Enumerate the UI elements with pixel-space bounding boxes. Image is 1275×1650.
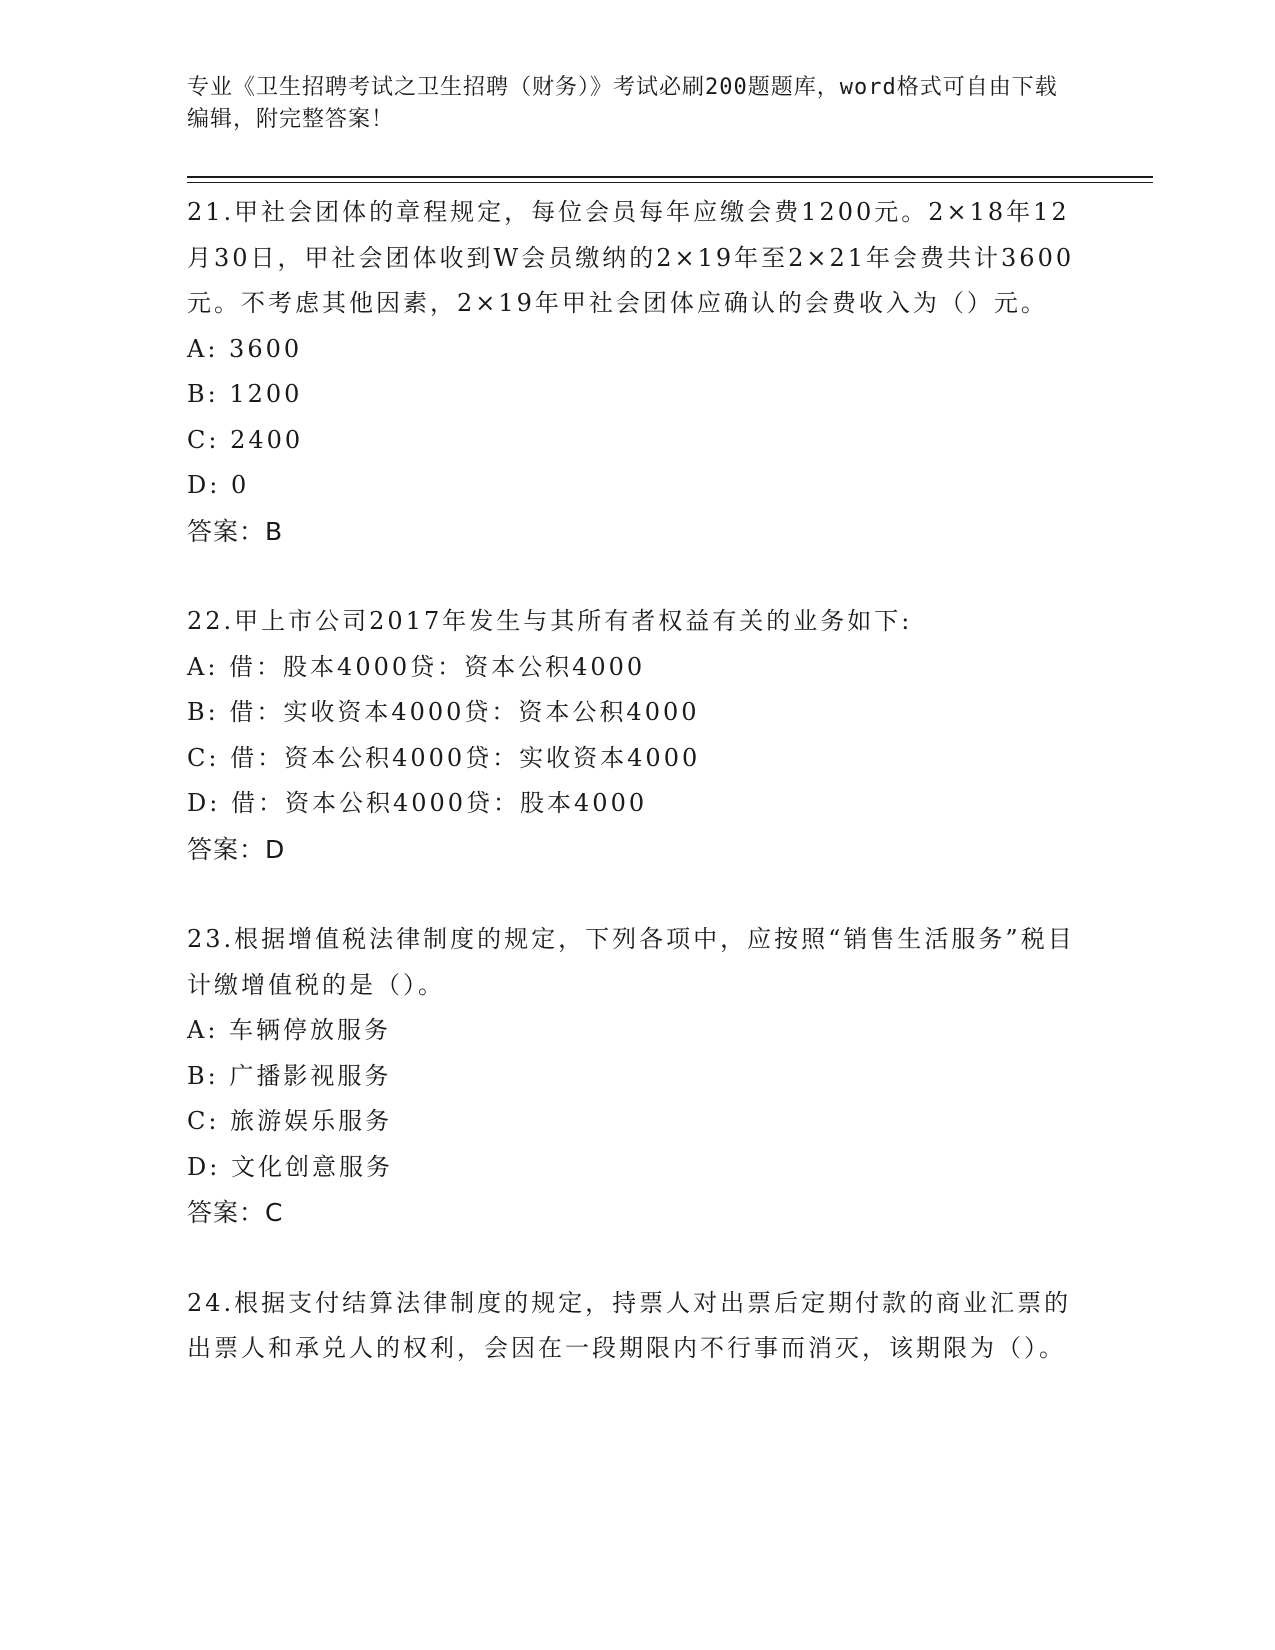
question-24 (187, 1281, 1087, 1372)
option-b: B: 1200 (187, 380, 303, 408)
option-d: D: 文化创意服务 (187, 1152, 393, 1181)
header-rule-thick (187, 176, 1153, 178)
question-stem: 21.甲社会团体的章程规定，每位会员每年应缴会费1200元。2×18年12月30日，甲社会团体收到W会员缴纳的2×19年至2×21年会费共计3600元。不考虑其他因素，2×19年甲社会团体应确认的会费收入为（）元。 (187, 198, 1075, 317)
option-c: C: 借：资本公积4000贷：实收资本4000 (187, 743, 701, 772)
option-a: A: 3600 (187, 334, 303, 363)
option-a: A: 车辆停放服务 (187, 1016, 392, 1044)
option-a: A: 借：股本4000贷：资本公积4000 (187, 652, 646, 681)
option-c: C: 2400 (187, 425, 304, 454)
option-b: B: 广播影视服务 (187, 1061, 392, 1090)
option-b: B: 借：实收资本4000贷：资本公积4000 (187, 698, 700, 726)
answer-line: 答案：D (187, 834, 286, 864)
question-22 (187, 599, 1087, 872)
question-stem: 22.甲上市公司2017年发生与其所有者权益有关的业务如下: (187, 607, 913, 635)
header-rule-thin (187, 182, 1153, 183)
answer-line: 答案：B (187, 516, 284, 546)
answer-line: 答案：C (187, 1198, 284, 1227)
question-stem: 23.根据增值税法律制度的规定，下列各项中，应按照“销售生活服务”税目计缴增值税的是（）。 (187, 925, 1075, 999)
document-header: 专业《卫生招聘考试之卫生招聘（财务）》考试必刷200题题库，word格式可自由下载编辑，附完整答案！ (187, 75, 1058, 132)
option-d: D: 0 (187, 471, 250, 499)
option-c: C: 旅游娱乐服务 (187, 1107, 393, 1135)
question-list (187, 190, 1087, 1372)
question-21 (187, 190, 1087, 554)
question-stem: 24.根据支付结算法律制度的规定，持票人对出票后定期付款的商业汇票的出票人和承兑人的权利，会因在一段期限内不行事而消灭，该期限为（）。 (187, 1288, 1072, 1362)
option-d: D: 借：资本公积4000贷：股本4000 (187, 789, 648, 817)
question-23 (187, 917, 1087, 1236)
